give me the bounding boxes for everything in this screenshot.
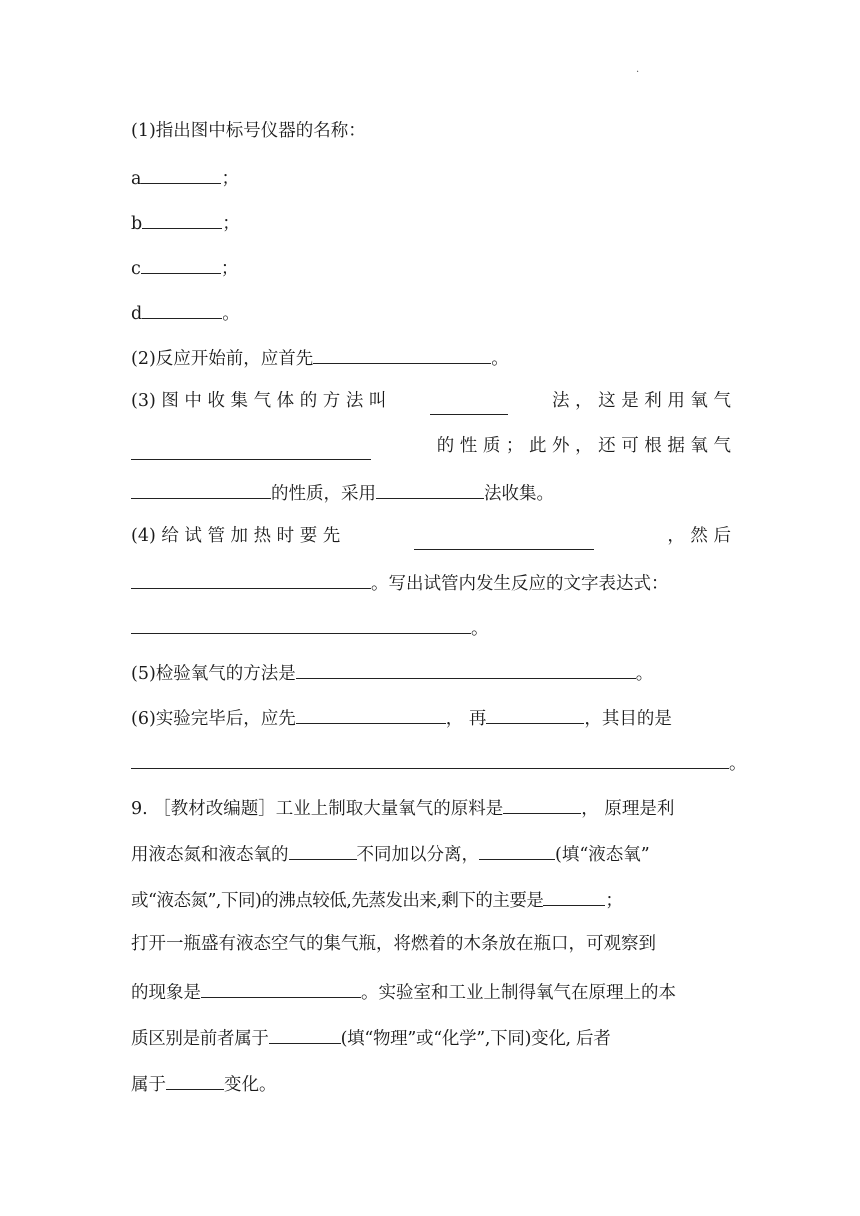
q6-text: ， 再: [445, 709, 487, 729]
answer-blank[interactable]: [296, 697, 446, 724]
answer-blank[interactable]: [479, 833, 555, 860]
q3-text: 的 性 质 ； 此 外 ， 还 可 根 据 氧 气: [436, 436, 731, 456]
item-label: b: [131, 214, 143, 234]
q4-text: ， 然 后: [667, 526, 731, 546]
answer-blank[interactable]: [131, 472, 271, 499]
q6-text: (6)实验完毕后，应先: [131, 709, 296, 729]
answer-blank[interactable]: [313, 337, 491, 364]
q9-line5: [131, 971, 731, 1017]
q3-text: 的性质，采用: [271, 484, 376, 504]
q2-prefix: (2)反应开始前，应首先: [131, 349, 314, 369]
item-end: ；: [220, 259, 239, 279]
q9-line4: 打开一瓶盛有液态空气的集气瓶，将燃着的木条放在瓶口，可观察到: [131, 934, 656, 954]
q2-end: 。: [491, 349, 509, 369]
q9-text: 9. ［教材改编题］工业上制取大量氧气的原料是: [131, 799, 504, 819]
item-end: ；: [221, 169, 239, 189]
answer-blank[interactable]: [430, 388, 508, 415]
q9-text: 的现象是: [131, 983, 201, 1003]
answer-blank[interactable]: [131, 607, 471, 634]
q6-line2: [131, 742, 747, 787]
answer-blank[interactable]: [131, 562, 371, 589]
answer-blank[interactable]: [269, 1017, 341, 1044]
item-label: c: [131, 259, 141, 279]
question-9: [131, 787, 731, 1109]
q3-text: 法 ， 这 是 利 用 氧 气: [552, 391, 731, 411]
q4-line2: [131, 562, 731, 607]
q1-item-d: [131, 292, 731, 337]
q9-text: (填“液态氧”: [555, 845, 650, 865]
answer-blank[interactable]: [141, 247, 221, 274]
q6-line1: [131, 697, 731, 742]
q2-line: [131, 337, 731, 382]
q3-line1: [131, 382, 731, 427]
item-end: 。: [222, 304, 240, 324]
q5-end: 。: [635, 664, 654, 684]
q9-text: (填“物理”或“化学”,下同)变化, 后者: [340, 1029, 611, 1049]
answer-blank[interactable]: [142, 202, 222, 229]
q3-line2: [131, 427, 731, 472]
answer-blank[interactable]: [296, 652, 636, 679]
answer-blank[interactable]: [166, 1063, 224, 1090]
q9-line1: [131, 787, 731, 833]
answer-blank[interactable]: [543, 879, 605, 906]
q9-line2: [131, 833, 731, 879]
q3-text: (3) 图 中 收 集 气 体 的 方 法 叫: [131, 391, 387, 411]
q9-text: 用液态氮和液态氧的: [131, 845, 289, 865]
answer-blank[interactable]: [142, 292, 222, 319]
q3-text: 法收集。: [484, 484, 554, 504]
answer-blank[interactable]: [503, 787, 581, 814]
q1-item-a: [131, 157, 731, 202]
q4-text: 。写出试管内发生反应的文字表达式：: [371, 574, 669, 594]
item-end: ；: [222, 214, 240, 234]
answer-blank[interactable]: [141, 157, 221, 184]
answer-blank[interactable]: [376, 472, 484, 499]
q9-line6: [131, 1017, 731, 1063]
q1-heading: (1)指出图中标号仪器的名称：: [131, 121, 366, 141]
q9-text: ；: [605, 891, 623, 911]
q4-text: 。: [471, 619, 489, 639]
q9-text: ， 原理是利: [581, 799, 675, 819]
q4-text: (4) 给 试 管 加 热 时 要 先: [131, 526, 341, 546]
q9-line3: [131, 879, 731, 925]
q9-text: 不同加以分离，: [356, 845, 479, 865]
q9-line7: [131, 1063, 731, 1109]
q9-text: 或“液态氮”,下同)的沸点较低,先蒸发出来,剩下的主要是: [131, 891, 544, 911]
q1-item-c: [131, 247, 731, 292]
q4-line1: [131, 517, 731, 562]
answer-blank[interactable]: [289, 833, 357, 860]
page-mark: .: [636, 64, 640, 75]
q3-line3: [131, 472, 731, 517]
answer-blank[interactable]: [486, 697, 584, 724]
q9-text: 。实验室和工业上制得氧气在原理上的本: [361, 983, 676, 1003]
q9-text: 属于: [131, 1075, 166, 1095]
q4-line3: [131, 607, 731, 652]
q1-item-b: [131, 202, 731, 247]
answer-blank[interactable]: [201, 971, 361, 998]
q5-prefix: (5)检验氧气的方法是: [131, 664, 296, 684]
document-page: [131, 112, 747, 1109]
q9-text: 质区别是前者属于: [131, 1029, 269, 1049]
answer-blank[interactable]: [414, 523, 594, 550]
answer-blank[interactable]: [131, 742, 729, 769]
item-label: a: [131, 169, 142, 189]
q6-text: 。: [729, 754, 747, 774]
answer-blank[interactable]: [131, 433, 371, 460]
q9-text: 变化。: [224, 1075, 277, 1095]
q5-line: [131, 652, 731, 697]
item-label: d: [131, 304, 143, 324]
q6-text: ，其目的是: [584, 709, 672, 729]
